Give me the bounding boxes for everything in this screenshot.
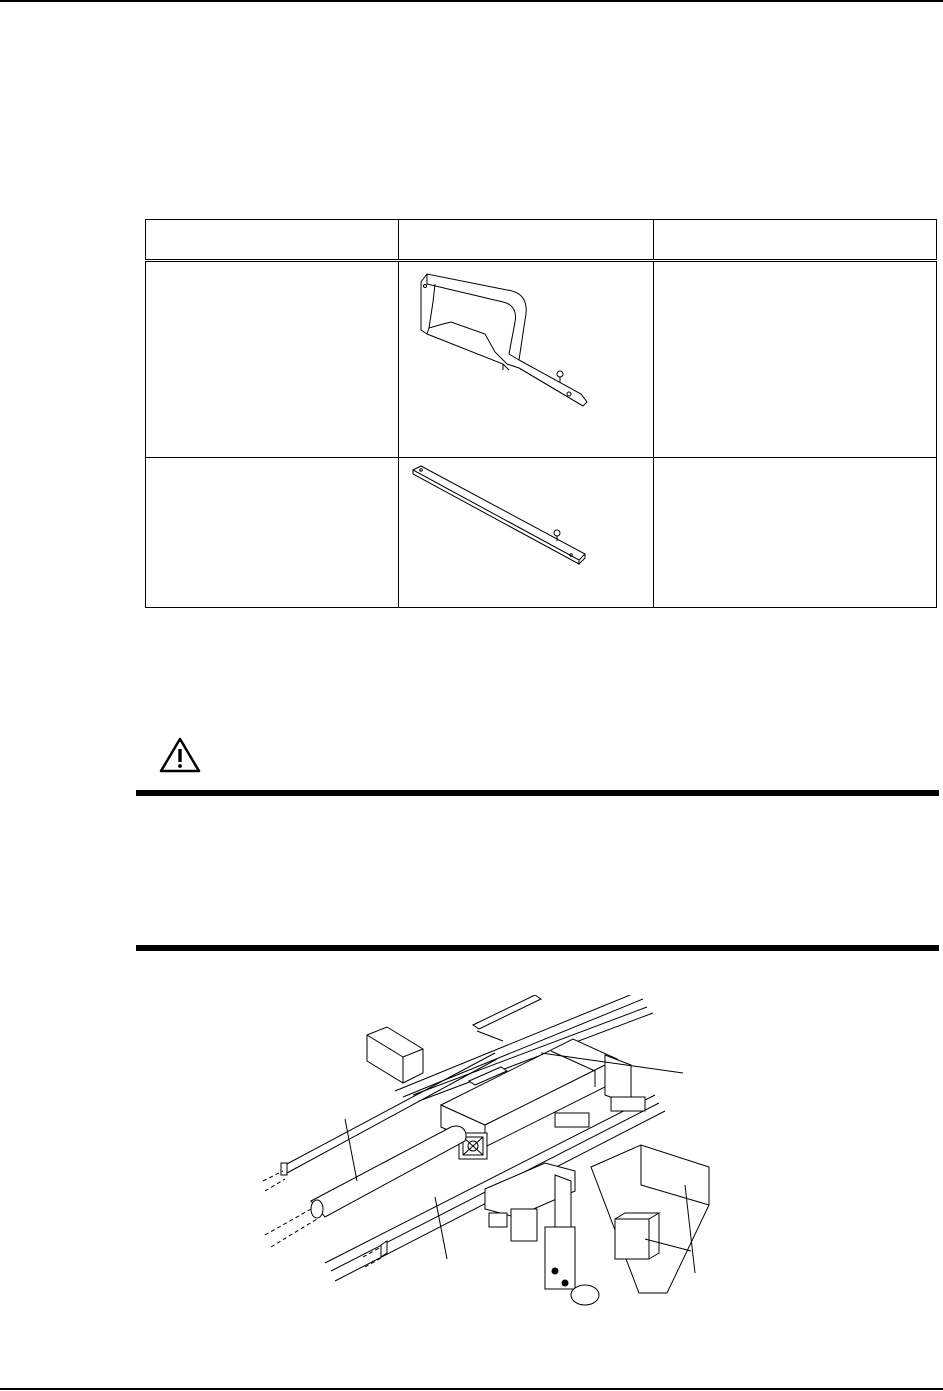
part-figure-cell [399, 261, 653, 458]
warning-bottom-bar [136, 945, 939, 951]
warning-triangle-icon [159, 737, 201, 773]
table-row [146, 458, 937, 608]
part-figure-cell [399, 458, 653, 608]
carriage-assembly-illustration [255, 995, 715, 1315]
table-header-row [146, 220, 937, 261]
part-remarks-cell [653, 261, 936, 458]
header-rule [0, 0, 943, 2]
flat-plate-icon [399, 458, 653, 604]
warning-top-bar [136, 790, 939, 796]
parts-table [145, 219, 937, 608]
footer-rule [0, 1388, 943, 1390]
part-name-cell [146, 458, 399, 608]
part-name-cell [146, 261, 399, 458]
column-header-figure [399, 220, 653, 261]
column-header-name [146, 220, 399, 261]
bent-bracket-icon [399, 262, 653, 454]
part-remarks-cell [653, 458, 936, 608]
column-header-remarks [653, 220, 936, 261]
table-row [146, 261, 937, 458]
